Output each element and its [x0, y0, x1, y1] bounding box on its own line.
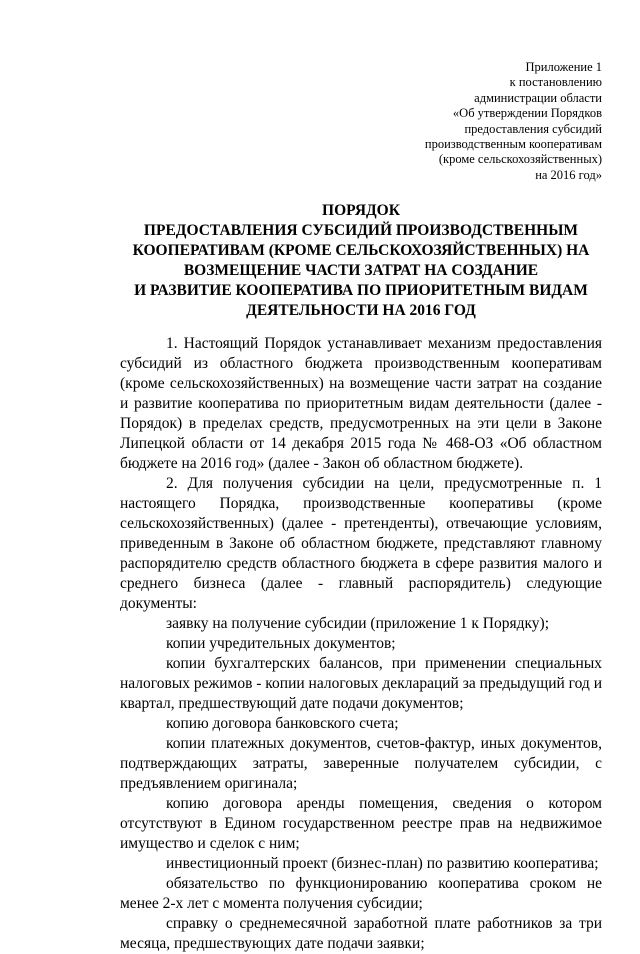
- title-line: ДЕЯТЕЛЬНОСТИ НА 2016 ГОД: [246, 302, 476, 320]
- document-body: [120, 334, 602, 954]
- list-item-application: заявку на получение субсидии (приложение 1 к Порядку);: [166, 615, 550, 633]
- appendix-line: к постановлению: [509, 75, 602, 90]
- title-line: КООПЕРАТИВАМ (КРОМЕ СЕЛЬСКОХОЗЯЙСТВЕННЫХ) НА: [132, 242, 590, 260]
- appendix-line: (кроме сельскохозяйственных): [438, 152, 602, 167]
- appendix-line: администрации области: [474, 90, 602, 105]
- paragraph-1: 1. Настоящий Порядок устанавливает механизм предоставления субсидий из областного бюджета производственным кооперативам (кроме сельскохозяйственных) на возмещение части затрат на создание и развитие кооператива по приоритетным видам деятельности (далее - Порядок) в пределах средств, предусмотренных на эти цели в Законе Липецкой области от 14 декабря 2015 года № 468-ОЗ «Об областном бюджете на 2016 год» (далее - Закон об областном бюджете).: [120, 335, 602, 473]
- list-item-obligation: обязательство по функционированию кооператива сроком не менее 2-х лет с момента получения субсидии;: [120, 875, 602, 913]
- appendix-line: Приложение 1: [525, 60, 602, 74]
- title-line: ВОЗМЕЩЕНИЕ ЧАСТИ ЗАТРАТ НА СОЗДАНИЕ: [183, 262, 539, 280]
- list-item-balance-sheets: копии бухгалтерских балансов, при применении специальных налоговых режимов - копии налоговых деклараций за предыдущий год и квартал, предшествующий дате подачи документов;: [120, 655, 602, 713]
- document-title: [120, 201, 602, 321]
- list-item-founding-documents: копии учредительных документов;: [166, 635, 396, 653]
- appendix-line: производственным кооперативам: [424, 137, 602, 152]
- appendix-line: на 2016 год»: [535, 167, 602, 182]
- list-item-lease-contract: копию договора аренды помещения, сведения о котором отсутствуют в Едином государственном реестре прав на недвижимое имущество и сделок с ним;: [120, 795, 602, 853]
- appendix-line: «Об утверждении Порядков: [452, 106, 602, 121]
- appendix-line: предоставления субсидий: [464, 121, 602, 136]
- appendix-header: [272, 60, 602, 183]
- list-item-payment-documents: копии платежных документов, счетов-фактур, иных документов, подтверждающих затраты, заверенные получателем субсидии, с предъявлением оригинала;: [120, 735, 602, 793]
- list-item-bank-contract: копию договора банковского счета;: [166, 715, 399, 733]
- list-item-business-plan: инвестиционный проект (бизнес-план) по развитию кооператива;: [166, 855, 599, 873]
- title-line: ПОРЯДОК: [322, 202, 400, 220]
- title-line: ПРЕДОСТАВЛЕНИЯ СУБСИДИЙ ПРОИЗВОДСТВЕННЫМ: [143, 222, 579, 240]
- paragraph-2: 2. Для получения субсидии на цели, предусмотренные п. 1 настоящего Порядка, производственные кооперативы (кроме сельскохозяйственных) (далее - претенденты), отвечающие условиям, приведенным в Законе об областном бюджете, представляют главному распорядителю средств областного бюджета в сфере развития малого и среднего бизнеса (далее - главный распорядитель) следующие документы:: [120, 475, 602, 613]
- list-item-salary-certificate: справку о среднемесячной заработной плате работников за три месяца, предшествующих дате подачи заявки;: [120, 915, 602, 953]
- title-line: И РАЗВИТИЕ КООПЕРАТИВА ПО ПРИОРИТЕТНЫМ ВИДАМ: [134, 282, 588, 300]
